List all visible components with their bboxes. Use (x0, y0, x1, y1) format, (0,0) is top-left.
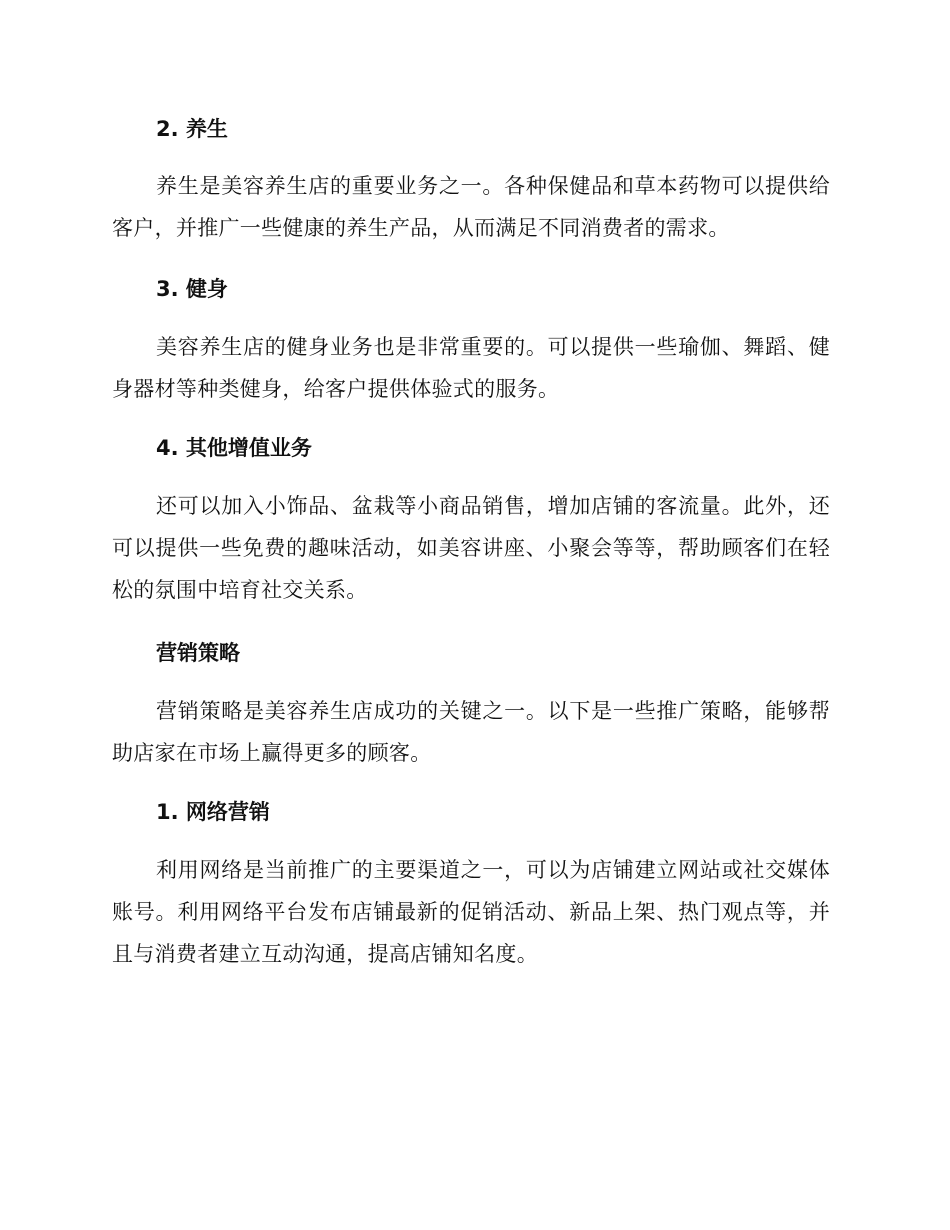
section-heading-fitness: 3. 健身 (156, 277, 228, 301)
section-heading-other-services: 4. 其他增值业务 (156, 436, 312, 460)
section-body-marketing: 营销策略是美容养生店成功的关键之一。以下是一些推广策略，能够帮助店家在市场上赢得更多的顾客。 (112, 699, 830, 765)
section-heading-health: 2. 养生 (156, 117, 228, 141)
section-body-other-services: 还可以加入小饰品、盆栽等小商品销售，增加店铺的客流量。此外，还可以提供一些免费的趣味活动，如美容讲座、小聚会等等，帮助顾客们在轻松的氛围中培育社交关系。 (112, 494, 830, 602)
section-body-health: 养生是美容养生店的重要业务之一。各种保健品和草本药物可以提供给客户，并推广一些健康的养生产品，从而满足不同消费者的需求。 (112, 174, 830, 240)
section-body-fitness: 美容养生店的健身业务也是非常重要的。可以提供一些瑜伽、舞蹈、健身器材等种类健身，给客户提供体验式的服务。 (112, 335, 830, 401)
section-heading-online-marketing: 1. 网络营销 (156, 800, 270, 824)
section-heading-marketing: 营销策略 (156, 641, 240, 665)
section-body-online-marketing: 利用网络是当前推广的主要渠道之一，可以为店铺建立网站或社交媒体账号。利用网络平台发布店铺最新的促销活动、新品上架、热门观点等，并且与消费者建立互动沟通，提高店铺知名度。 (112, 858, 830, 966)
